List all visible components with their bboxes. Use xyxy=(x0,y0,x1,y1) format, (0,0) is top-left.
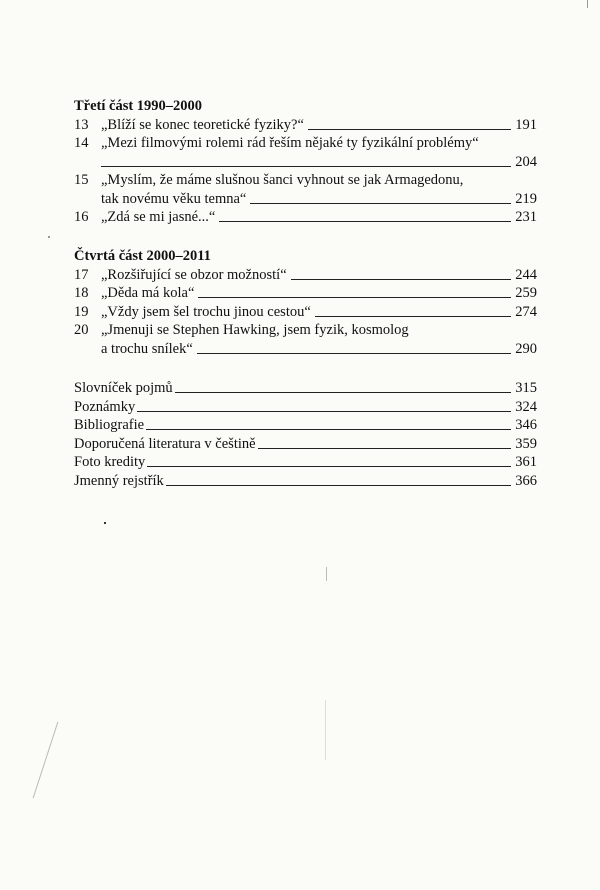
leader-line xyxy=(147,466,511,467)
leader-line xyxy=(101,166,511,167)
chapter-title: „Děda má kola“ xyxy=(101,285,195,301)
back-matter-label: Foto kredity xyxy=(74,454,146,470)
back-matter-item xyxy=(74,434,537,453)
toc-entry-18 xyxy=(74,284,537,303)
leader-line xyxy=(198,297,511,298)
scan-speck xyxy=(587,0,588,8)
chapter-number: 18 xyxy=(74,285,89,301)
scan-speck xyxy=(325,700,326,760)
table-of-contents xyxy=(74,97,537,511)
back-matter xyxy=(74,379,537,490)
leader-line xyxy=(175,392,512,393)
chapter-title: „Vždy jsem šel trochu jinou cestou“ xyxy=(101,303,311,320)
scan-speck xyxy=(104,522,106,524)
leader-line xyxy=(137,411,511,412)
leader-line xyxy=(315,316,511,317)
toc-entry-19 xyxy=(74,302,537,321)
back-matter-label: Doporučená literatura v češtině xyxy=(74,435,256,452)
section-title: Třetí část 1990–2000 xyxy=(74,98,203,114)
scan-speck xyxy=(48,236,50,238)
toc-entry-14 xyxy=(74,134,537,171)
toc-entry-16 xyxy=(74,208,537,227)
toc-entry-13 xyxy=(74,115,537,134)
page-number: 259 xyxy=(515,285,537,301)
page-number: 219 xyxy=(515,190,537,207)
page-number: 244 xyxy=(515,266,537,283)
chapter-number: 16 xyxy=(74,209,89,225)
chapter-title: „Rozšiřující se obzor možností“ xyxy=(101,266,287,283)
toc-entry-20 xyxy=(74,321,537,358)
back-matter-label: Slovníček pojmů xyxy=(74,380,173,396)
chapter-number: 19 xyxy=(74,303,89,320)
back-matter-item xyxy=(74,397,537,416)
scan-speck xyxy=(326,567,327,581)
scan-speck xyxy=(33,722,59,798)
back-matter-label: Poznámky xyxy=(74,398,136,415)
chapter-number: 17 xyxy=(74,266,89,283)
page-number: 324 xyxy=(515,398,537,415)
page-number: 290 xyxy=(515,340,537,357)
section-title: Čtvrtá část 2000–2011 xyxy=(74,248,211,264)
chapter-number: 13 xyxy=(74,116,89,133)
page-number: 191 xyxy=(515,116,537,133)
leader-line xyxy=(258,448,512,449)
page-number: 366 xyxy=(515,472,537,489)
toc-entry-17 xyxy=(74,265,537,284)
back-matter-item xyxy=(74,379,537,398)
toc-section-part-4 xyxy=(74,247,537,358)
toc-entry-15 xyxy=(74,171,537,208)
leader-line xyxy=(197,353,511,354)
leader-line xyxy=(166,485,511,486)
page-number: 346 xyxy=(515,417,537,433)
chapter-number: 15 xyxy=(74,172,89,188)
chapter-title: „Mezi filmovými rolemi rád řeším nějaké ty fyzikální problémy“ xyxy=(101,135,479,151)
chapter-title: „Blíží se konec teoretické fyziky?“ xyxy=(101,116,304,133)
back-matter-item xyxy=(74,453,537,472)
back-matter-item xyxy=(74,471,537,490)
toc-section-part-3 xyxy=(74,97,537,226)
leader-line xyxy=(219,221,511,222)
page-number: 315 xyxy=(515,380,537,396)
leader-line xyxy=(250,203,511,204)
chapter-title-continued: tak novému věku temna“ xyxy=(101,190,247,207)
leader-line xyxy=(146,429,511,430)
back-matter-item xyxy=(74,416,537,435)
leader-line xyxy=(291,279,512,280)
back-matter-label: Jmenný rejstřík xyxy=(74,472,164,489)
page-number: 359 xyxy=(515,435,537,452)
page-number: 361 xyxy=(515,454,537,470)
back-matter-label: Bibliografie xyxy=(74,417,145,433)
chapter-title: „Zdá se mi jasné...“ xyxy=(101,209,216,225)
chapter-title-continued: a trochu snílek“ xyxy=(101,340,193,357)
chapter-title: „Myslím, že máme slušnou šanci vyhnout se jak Armagedonu, xyxy=(101,172,464,188)
chapter-title: „Jmenuji se Stephen Hawking, jsem fyzik, kosmolog xyxy=(101,322,409,338)
page-number: 274 xyxy=(515,303,537,320)
chapter-number: 14 xyxy=(74,135,89,151)
leader-line xyxy=(308,129,511,130)
page-number: 231 xyxy=(515,209,537,225)
chapter-number: 20 xyxy=(74,322,89,338)
page-number: 204 xyxy=(515,153,537,170)
